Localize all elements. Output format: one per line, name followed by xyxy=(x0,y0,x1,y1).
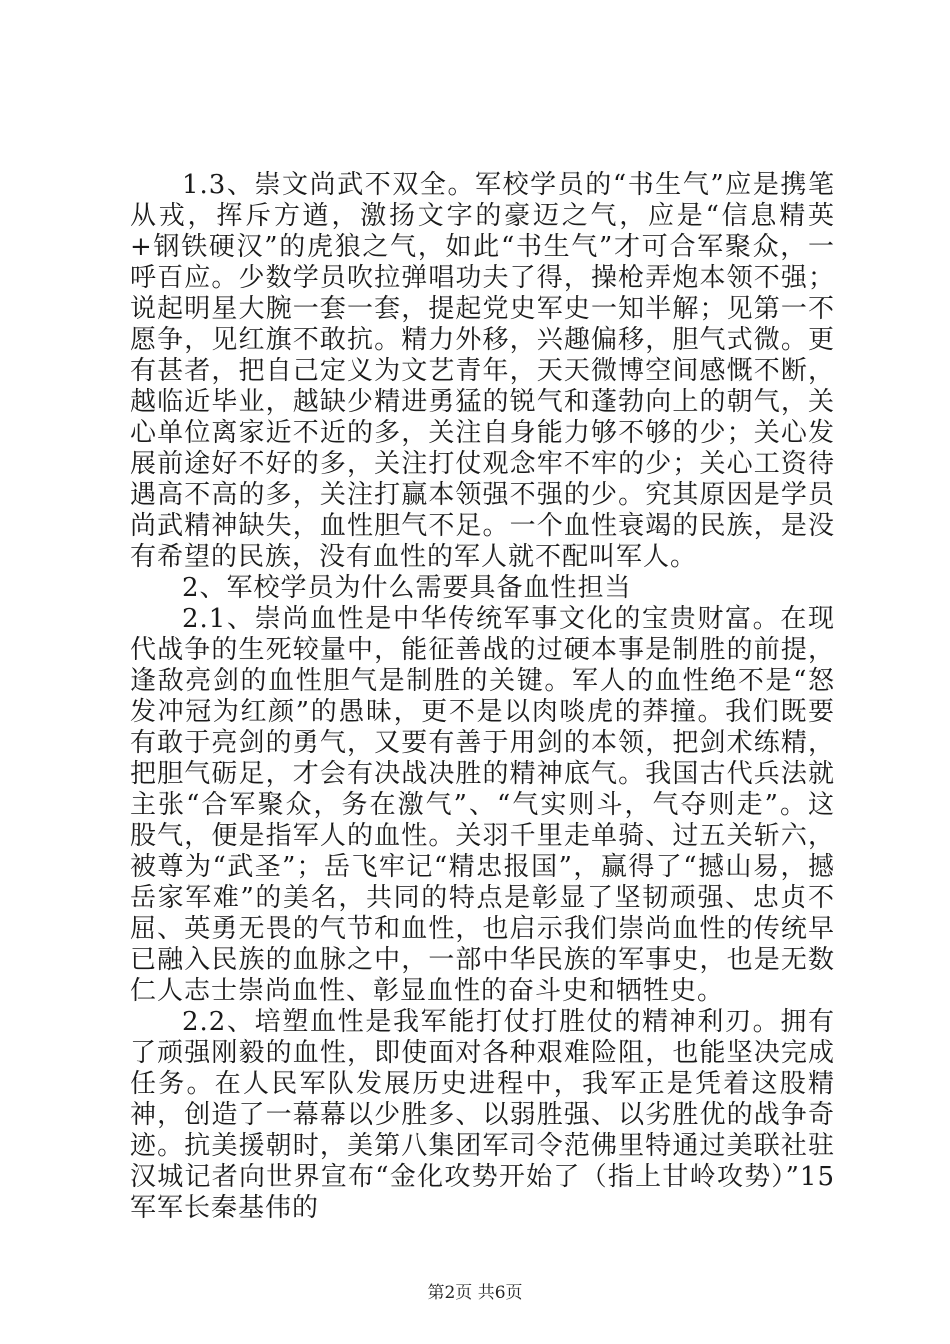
paragraph-2-1: 2.1、崇尚血性是中华传统军事文化的宝贵财富。在现代战争的生死较量中，能征善战的过硬本事是制胜的前提，逢敌亮剑的血性胆气是制胜的关键。军人的血性绝不是“怒发冲冠为红颜”的愚昧，更不是以肉啖虎的莽撞。我们既要有敢于亮剑的勇气，又要有善于用剑的本领，把剑术练精，把胆气砺足，才会有决战决胜的精神底气。我国古代兵法就主张“合军聚众，务在激气”、“气实则斗，气夺则走”。这股气，便是指军人的血性。关羽千里走单骑、过五关斩六，被尊为“武圣”；岳飞牢记“精忠报国”，赢得了“撼山易，撼岳家军难”的美名，共同的特点是彰显了坚韧顽强、忠贞不屈、英勇无畏的气节和血性，也启示我们崇尚血性的传统早已融入民族的血脉之中，一部中华民族的军事史，也是无数仁人志士崇尚血性、彰显血性的奋斗史和牺牲史。 xyxy=(130,604,835,1006)
page-footer: 第2页 共6页 xyxy=(427,1283,523,1303)
section-heading-2: 2、军校学员为什么需要具备血性担当 xyxy=(182,573,632,603)
paragraph-2-2: 2.2、培塑血性是我军能打仗打胜仗的精神利刃。拥有了顽强刚毅的血性，即使面对各种艰难险阻，也能坚决完成任务。在人民军队发展历史进程中，我军正是凭着这股精神，创造了一幕幕以少胜多、以弱胜强、以劣胜优的战争奇迹。抗美援朝时，美第八集团军司令范佛里特通过美联社驻汉城记者向世界宣布“金化攻势开始了（指上甘岭攻势）”15军军长秦基伟的 xyxy=(130,1007,835,1223)
document-body xyxy=(130,170,835,1224)
paragraph-1-3: 1.3、崇文尚武不双全。军校学员的“书生气”应是携笔从戎，挥斥方遒，激扬文字的豪迈之气，应是“信息精英+钢铁硬汉”的虎狼之气，如此“书生气”才可合军聚众，一呼百应。少数学员吹拉弹唱功夫了得，操枪弄炮本领不强；说起明星大腕一套一套，提起党史军史一知半解；见第一不愿争，见红旗不敢抗。精力外移，兴趣偏移，胆气式微。更有甚者，把自己定义为文艺青年，天天微博空间感慨不断，越临近毕业，越缺少精进勇猛的锐气和蓬勃向上的朝气，关心单位离家近不近的多，关注自身能力够不够的少；关心发展前途好不好的多，关注打仗观念牢不牢的少；关心工资待遇高不高的多，关注打赢本领强不强的少。究其原因是学员尚武精神缺失，血性胆气不足。一个血性衰竭的民族，是没有希望的民族，没有血性的军人就不配叫军人。 xyxy=(130,170,835,572)
